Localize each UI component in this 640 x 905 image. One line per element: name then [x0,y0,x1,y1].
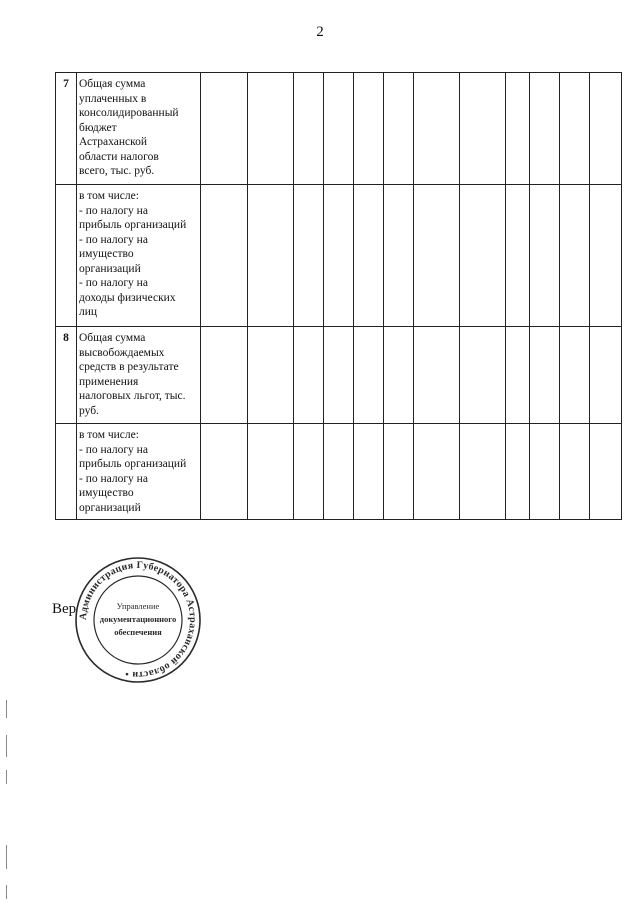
table-row [56,327,622,424]
page-number: 2 [316,24,324,40]
table-row [56,73,622,185]
empty-cell [414,327,460,424]
empty-cell [590,424,622,520]
empty-cell [590,185,622,327]
empty-cell [414,73,460,185]
empty-cell [324,73,354,185]
empty-cell [460,424,506,520]
row-description: Общая сумма уплаченных в консолидированный бюджет Астраханской области налогов всего, тыс. руб. [77,73,201,185]
empty-cell [530,73,560,185]
row-description: Общая сумма высвобождаемых средств в результате применения налоговых льгот, тыс. руб. [77,327,201,424]
scan-artifact [6,845,7,869]
empty-cell [590,327,622,424]
empty-cell [414,424,460,520]
stamp-center-line: Управление [116,601,160,611]
empty-cell [506,73,530,185]
empty-cell [460,185,506,327]
empty-cell [324,424,354,520]
seal-stamp [48,555,218,685]
scan-artifact [6,700,7,718]
row-description: в том числе: - по налогу на прибыль организаций - по налогу на имущество организаций [77,424,201,520]
empty-cell [560,327,590,424]
empty-cell [354,73,384,185]
row-number: 8 [56,327,77,424]
table-row [56,424,622,520]
empty-cell [506,424,530,520]
empty-cell [294,424,324,520]
stamp-center-line: обеспечения [114,627,162,637]
empty-cell [530,424,560,520]
row-number: 7 [56,73,77,185]
empty-cell [324,327,354,424]
scan-artifact [6,885,7,899]
empty-cell [248,73,294,185]
empty-cell [506,327,530,424]
empty-cell [201,327,248,424]
empty-cell [201,73,248,185]
table-row [56,185,622,327]
row-number [56,424,77,520]
scan-artifact [6,735,7,757]
data-table [55,72,601,520]
empty-cell [201,185,248,327]
empty-cell [560,185,590,327]
stamp-center-line: документационного [99,614,177,624]
empty-cell [248,327,294,424]
empty-cell [354,424,384,520]
row-description: в том числе: - по налогу на прибыль организаций - по налогу на имущество организаций - по налогу на доходы физических лиц [77,185,201,327]
stamp-ring-text: Администрация Губернатора Астраханской области • [77,559,199,681]
seal-icon [68,555,208,685]
empty-cell [354,185,384,327]
empty-cell [460,327,506,424]
empty-cell [414,185,460,327]
empty-cell [248,424,294,520]
empty-cell [460,73,506,185]
empty-cell [384,73,414,185]
empty-cell [294,185,324,327]
empty-cell [560,73,590,185]
empty-cell [294,327,324,424]
empty-cell [384,327,414,424]
empty-cell [294,73,324,185]
empty-cell [530,185,560,327]
empty-cell [530,327,560,424]
empty-cell [201,424,248,520]
empty-cell [560,424,590,520]
empty-cell [384,185,414,327]
empty-cell [354,327,384,424]
empty-cell [590,73,622,185]
row-number [56,185,77,327]
empty-cell [506,185,530,327]
empty-cell [324,185,354,327]
empty-cell [248,185,294,327]
empty-cell [384,424,414,520]
scan-artifact [6,770,7,784]
stamp-prefix-text: Вер [52,601,77,617]
